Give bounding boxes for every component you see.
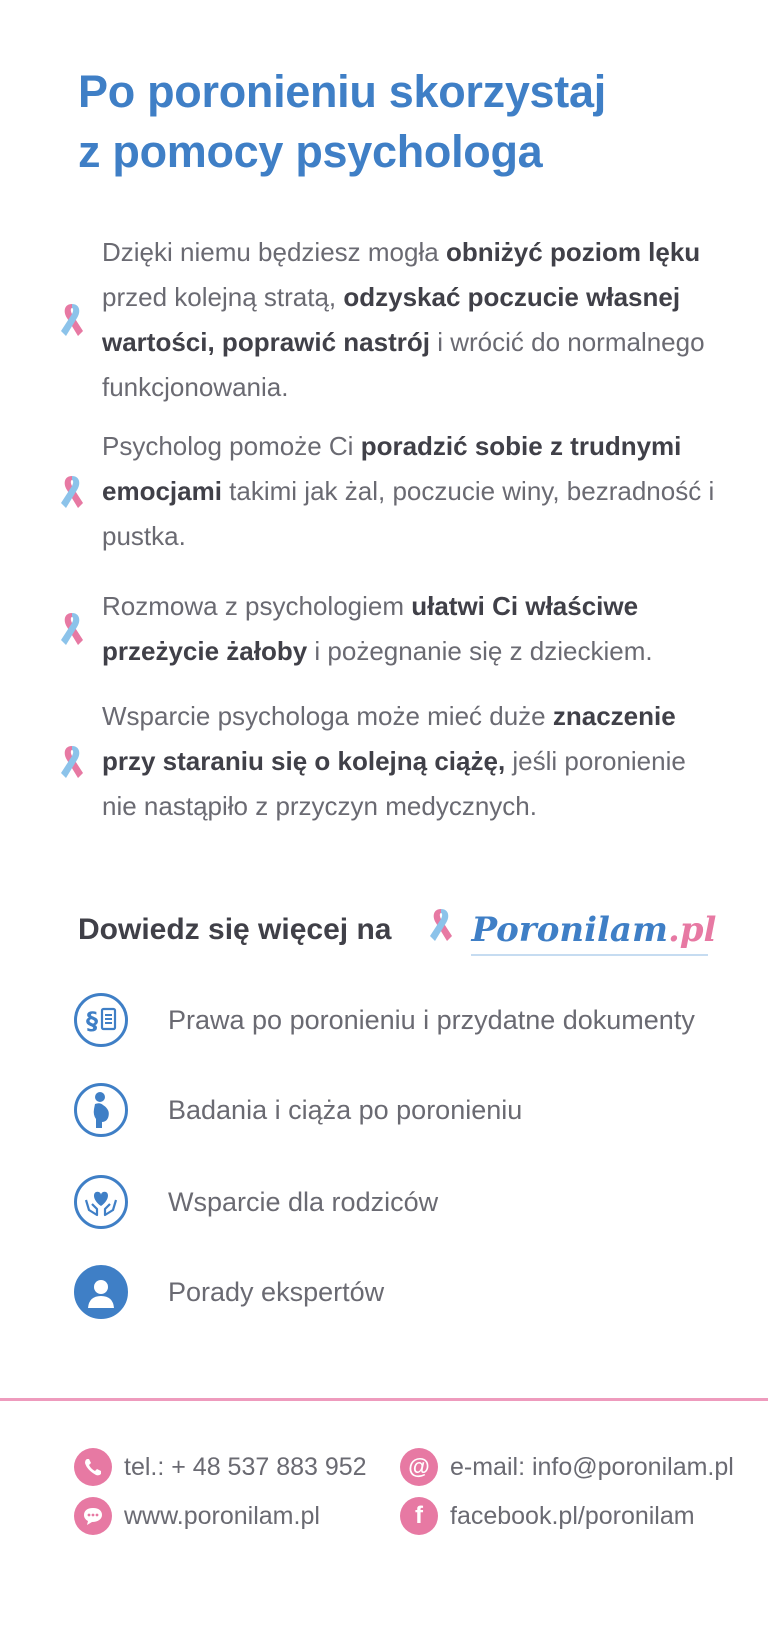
contact-facebook[interactable] bbox=[400, 1494, 695, 1538]
link-label: Badania i ciąża po poronieniu bbox=[168, 1094, 523, 1125]
benefit-segment: Wsparcie psychologa może mieć duże bbox=[102, 701, 553, 731]
chat-bubble-icon bbox=[74, 1497, 112, 1535]
contact-website[interactable] bbox=[74, 1494, 320, 1538]
ribbon-icon bbox=[58, 472, 86, 512]
benefit-segment: i wrócić do normalnego funkcjonowania. bbox=[102, 327, 705, 402]
benefit-segment: takimi jak żal, poczucie winy, bezradność i pustka. bbox=[102, 476, 715, 551]
facebook-url: facebook.pl/poronilam bbox=[450, 1501, 695, 1530]
benefit-highlight: obniżyć poziom lęku bbox=[445, 237, 701, 267]
brand-name-main: Poronilam bbox=[471, 910, 668, 950]
benefit-item bbox=[58, 694, 718, 829]
ribbon-icon bbox=[427, 905, 463, 955]
benefit-segment: przed kolejną stratą, bbox=[102, 282, 344, 312]
link-rights-documents[interactable] bbox=[74, 990, 734, 1050]
benefit-segment: jeśli poronienie nie nastąpiło z przyczyn medycznych. bbox=[102, 746, 686, 821]
link-label: Prawa po poronieniu i przydatne dokumenty bbox=[168, 1004, 695, 1035]
benefit-segment: Rozmowa z psychologiem bbox=[102, 591, 412, 621]
divider bbox=[0, 1398, 768, 1401]
benefit-segment: Dzięki niemu będziesz mogła bbox=[102, 237, 446, 267]
facebook-icon: f bbox=[400, 1497, 438, 1535]
benefit-item bbox=[58, 584, 718, 674]
ribbon-icon bbox=[58, 742, 86, 782]
expert-person-icon bbox=[74, 1265, 128, 1319]
link-label: Wsparcie dla rodziców bbox=[168, 1186, 439, 1217]
phone-number: tel.: + 48 537 883 952 bbox=[124, 1452, 367, 1481]
page-title bbox=[78, 62, 718, 182]
learn-more-text: Dowiedz się więcej na bbox=[78, 913, 392, 946]
benefit-highlight: znaczenie przy staraniu się o kolejną ciążę, bbox=[102, 701, 676, 776]
svg-text:§: § bbox=[86, 1007, 98, 1035]
benefit-text bbox=[102, 584, 718, 674]
benefit-highlight: poradzić sobie z trudnymi emocjami bbox=[102, 431, 682, 506]
benefit-segment: i pożegnanie się z dzieckiem. bbox=[307, 636, 653, 666]
benefit-highlight: odzyskać poczucie własnej wartości, poprawić nastrój bbox=[102, 282, 681, 357]
email-at-icon: @ bbox=[400, 1448, 438, 1486]
contact-phone[interactable] bbox=[74, 1445, 367, 1489]
brand-name bbox=[471, 910, 716, 950]
brand-logo-link[interactable] bbox=[427, 905, 716, 955]
contact-email[interactable] bbox=[400, 1445, 734, 1489]
title-line-1: Po poronieniu skorzystaj bbox=[78, 66, 606, 117]
benefit-highlight: ułatwi Ci właściwe przeżycie żałoby bbox=[102, 591, 639, 666]
email-address: e-mail: info@poronilam.pl bbox=[450, 1452, 734, 1481]
ribbon-icon bbox=[58, 609, 86, 649]
benefit-segment: Psycholog pomoże Ci bbox=[102, 431, 361, 461]
link-tests-pregnancy[interactable] bbox=[74, 1080, 734, 1140]
pregnant-woman-icon bbox=[74, 1083, 128, 1137]
brand-tld: .pl bbox=[667, 910, 717, 950]
link-parent-support[interactable] bbox=[74, 1172, 734, 1232]
hands-heart-icon bbox=[74, 1175, 128, 1229]
title-line-2: z pomocy psychologa bbox=[78, 126, 543, 177]
link-label: Porady ekspertów bbox=[168, 1276, 385, 1307]
law-document-icon bbox=[74, 993, 128, 1047]
link-expert-advice[interactable] bbox=[74, 1262, 734, 1322]
benefit-text bbox=[102, 230, 718, 410]
benefit-item bbox=[58, 424, 718, 559]
phone-icon bbox=[74, 1448, 112, 1486]
benefit-text bbox=[102, 424, 718, 559]
benefit-item bbox=[58, 230, 718, 410]
benefit-text bbox=[102, 694, 718, 829]
website-url: www.poronilam.pl bbox=[124, 1501, 320, 1530]
ribbon-icon bbox=[58, 300, 86, 340]
learn-more bbox=[78, 900, 716, 960]
